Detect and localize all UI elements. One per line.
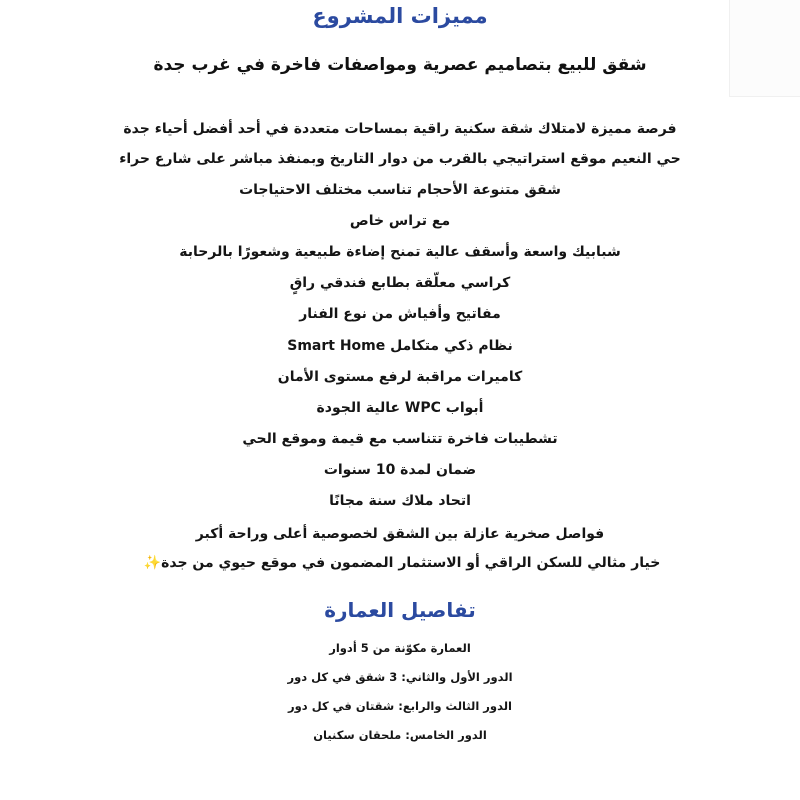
features-subtitle: شقق للبيع بتصاميم عصرية ومواصفات فاخرة في غرب جدة [153, 55, 647, 75]
feature-line: أبواب WPC عالية الجودة [316, 400, 484, 416]
building-line: الدور الثالث والرابع: شقتان في كل دور [288, 699, 512, 713]
feature-line: اتحاد ملاك سنة مجانًا [329, 493, 471, 509]
features-title: مميزات المشروع [312, 4, 488, 28]
feature-line: مع تراس خاص [349, 213, 451, 229]
feature-line: فرصة مميزة لامتلاك شقة سكنية راقية بمساحات متعددة في أحد أفضل أحياء جدة [123, 121, 677, 137]
building-title: تفاصيل العمارة [324, 598, 476, 622]
building-line: الدور الخامس: ملحقان سكنيان [313, 728, 487, 742]
feature-line: شبابيك واسعة وأسقف عالية تمنح إضاءة طبيعية وشعورًا بالرحابة [179, 244, 621, 260]
building-line: الدور الأول والثاني: 3 شقق في كل دور [287, 670, 513, 684]
sparkles-icon: ✨ [143, 555, 162, 571]
feature-line: حي النعيم موقع استراتيجي بالقرب من دوار التاريخ وبمنفذ مباشر على شارع حراء [119, 151, 681, 167]
feature-line: كراسي معلّقة بطابع فندقي راقٍ [289, 275, 511, 291]
feature-line: مفاتيح وأفياش من نوع الفنار [299, 306, 501, 322]
feature-line: تشطيبات فاخرة تتناسب مع قيمة وموقع الحي [242, 431, 558, 447]
feature-line: شقق متنوعة الأحجام تناسب مختلف الاحتياجات [239, 182, 561, 198]
feature-line-highlight [0, 555, 800, 571]
feature-line: ضمان لمدة 10 سنوات [323, 462, 477, 478]
feature-line: كاميرات مراقبة لرفع مستوى الأمان [277, 369, 523, 385]
building-line: العمارة مكوّنة من 5 أدوار [329, 641, 471, 655]
feature-text: خيار مثالي للسكن الراقي أو الاستثمار المضمون في موقع حيوي من جدة [161, 555, 661, 571]
feature-line: نظام ذكي متكامل Smart Home [287, 338, 513, 354]
feature-line: فواصل صخرية عازلة بين الشقق لخصوصية أعلى وراحة أكبر [195, 526, 605, 542]
